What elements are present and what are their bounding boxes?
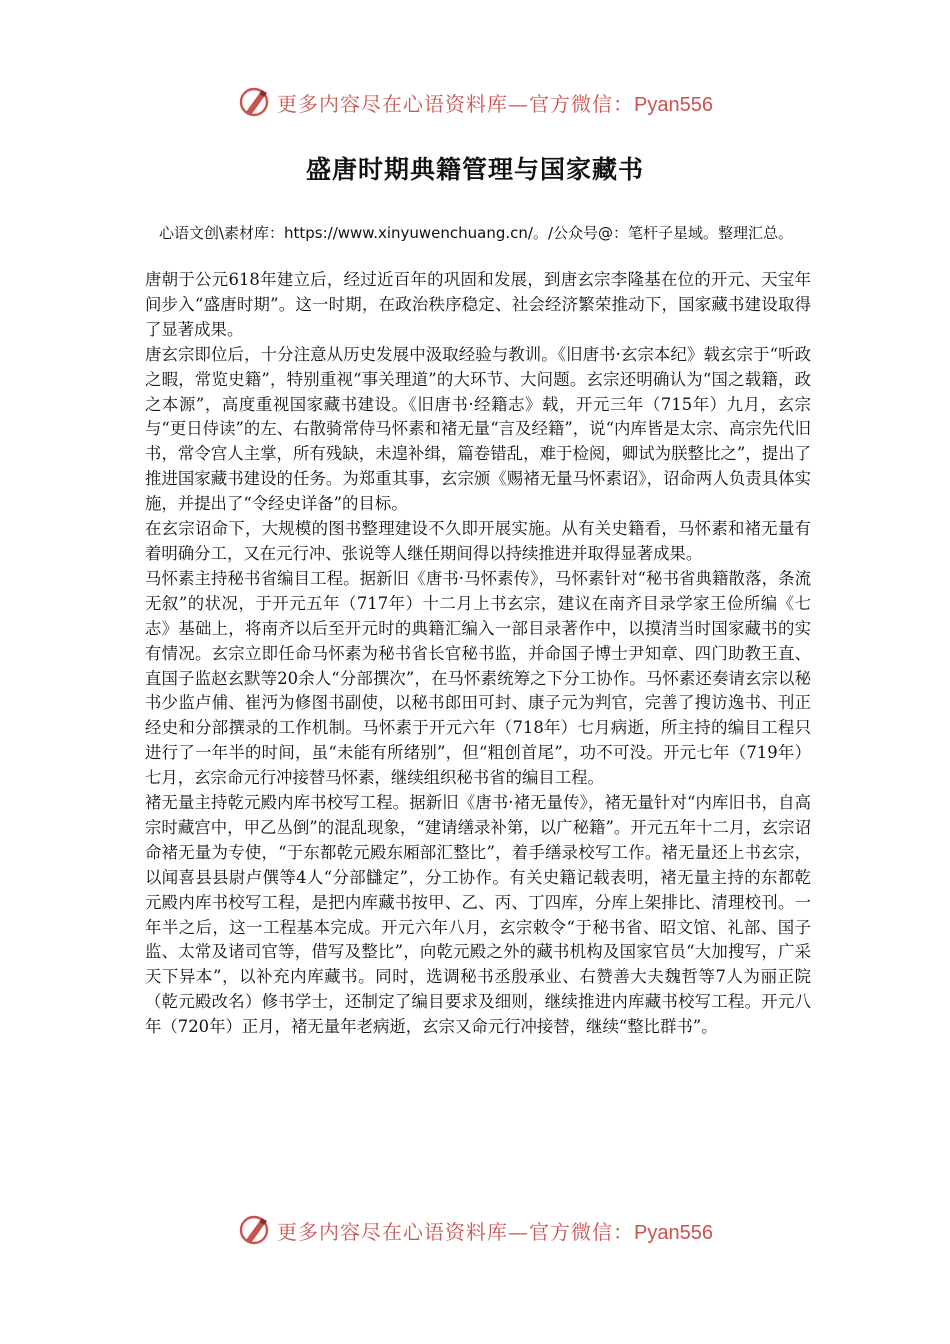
wechat-id: Pyan556 bbox=[634, 93, 713, 116]
source-attribution: 心语文创\素材库：https://www.xinyuwenchuang.cn/。/公众号@：笔杆子星域。整理汇总。 bbox=[158, 224, 794, 242]
paragraph-1: 唐朝于公元618年建立后，经过近百年的巩固和发展，到唐玄宗李隆基在位的开元、天宝年间步入“盛唐时期”。这一时期，在政治秩序稳定、社会经济繁荣推动下，国家藏书建设取得了显著成果。 bbox=[145, 270, 811, 339]
paragraph-4: 马怀素主持秘书省编目工程。据新旧《唐书·马怀素传》，马怀素针对“秘书省典籍散落，条流无叙”的状况，于开元五年（717年）十二月上书玄宗，建议在南齐目录学家王俭所编《七志》基础上，将南齐以后至开元时的典籍汇编入一部目录著作中，以摸清当时国家藏书的实有情况。玄宗立即任命马怀素为秘书省长官秘书监，并命国子博士尹知章、四门助教王直、直国子监赵玄默等20余人“分部撰次”，在马怀素统筹之下分工协作。马怀素还奏请玄宗以秘书少监卢俌、崔沔为修图书副使，以秘书郎田可封、康子元为判官，完善了搜访逸书、刊正经史和分部撰录的工作机制。马怀素于开元六年（718年）七月病逝，所主持的编目工程只进行了一年半的时间，虽“未能有所绪别”，但“粗创首尾”，功不可没。开元七年（719年）七月，玄宗命元行冲接替马怀素，继续组织秘书省的编目工程。 bbox=[145, 568, 811, 788]
pen-nib-circle-icon bbox=[237, 1213, 271, 1247]
banner-slogan: 更多内容尽在心语资料库—官方微信： bbox=[277, 91, 635, 116]
paragraph-2: 唐玄宗即位后，十分注意从历史发展中汲取经验与教训。《旧唐书·玄宗本纪》载玄宗于“听政之暇，常览史籍”，特别重视“事关理道”的大环节、大问题。玄宗还明确认为“国之载籍，政之本源”，高度重视国家藏书建设。《旧唐书·经籍志》载，开元三年（715年）九月，玄宗与“更日侍读”的左、右散骑常侍马怀素和褚无量“言及经籍”，说“内库皆是太宗、高宗先代旧书，常令宫人主掌，所有残缺，未遑补缉，篇卷错乱，难于检阅，卿试为朕整比之”，提出了推进国家藏书建设的任务。为郑重其事，玄宗颁《赐褚无量马怀素诏》，诏命两人负责具体实施，并提出了“令经史详备”的目标。 bbox=[145, 344, 811, 514]
banner-text bbox=[277, 88, 713, 117]
paragraph-5: 褚无量主持乾元殿内库书校写工程。据新旧《唐书·褚无量传》，褚无量针对“内库旧书，自高宗时藏宫中，甲乙丛倒”的混乱现象，“建请缮录补第，以广秘籍”。开元五年十二月，玄宗诏命褚无量为专使，“于东都乾元殿东厢部汇整比”，着手缮录校写工作。褚无量还上书玄宗，以闻喜县县尉卢僎等4人“分部讎定”，分工协作。有关史籍记载表明，褚无量主持的东都乾元殿内库书校写工程，是把内库藏书按甲、乙、丙、丁四库，分库上架排比、清理校刊。一年半之后，这一工程基本完成。开元六年八月，玄宗敕令“于秘书省、昭文馆、礼部、国子监、太常及诸司官等，借写及整比”，向乾元殿之外的藏书机构及国家官员“大加搜写，广采天下异本”，以补充内库藏书。同时，选调秘书丞殷承业、右赞善大夫魏哲等7人为丽正院（乾元殿改名）修书学士，还制定了编目要求及细则，继续推进内库藏书校写工程。开元八年（720年）正月，褚无量年老病逝，玄宗又命元行冲接替，继续“整比群书”。 bbox=[145, 793, 811, 1037]
page-title: 盛唐时期典籍管理与国家藏书 bbox=[305, 155, 644, 184]
paragraph-3: 在玄宗诏命下，大规模的图书整理建设不久即开展实施。从有关史籍看，马怀素和褚无量有着明确分工，又在元行冲、张说等人继任期间得以持续推进并取得显著成果。 bbox=[145, 519, 811, 563]
banner-text bbox=[277, 1216, 713, 1245]
wechat-id: Pyan556 bbox=[634, 1221, 713, 1244]
pen-nib-circle-icon bbox=[237, 85, 271, 119]
footer-watermark-banner bbox=[0, 1210, 950, 1250]
header-watermark-banner bbox=[0, 82, 950, 122]
banner-slogan: 更多内容尽在心语资料库—官方微信： bbox=[277, 1219, 635, 1244]
article-body bbox=[145, 268, 811, 1040]
